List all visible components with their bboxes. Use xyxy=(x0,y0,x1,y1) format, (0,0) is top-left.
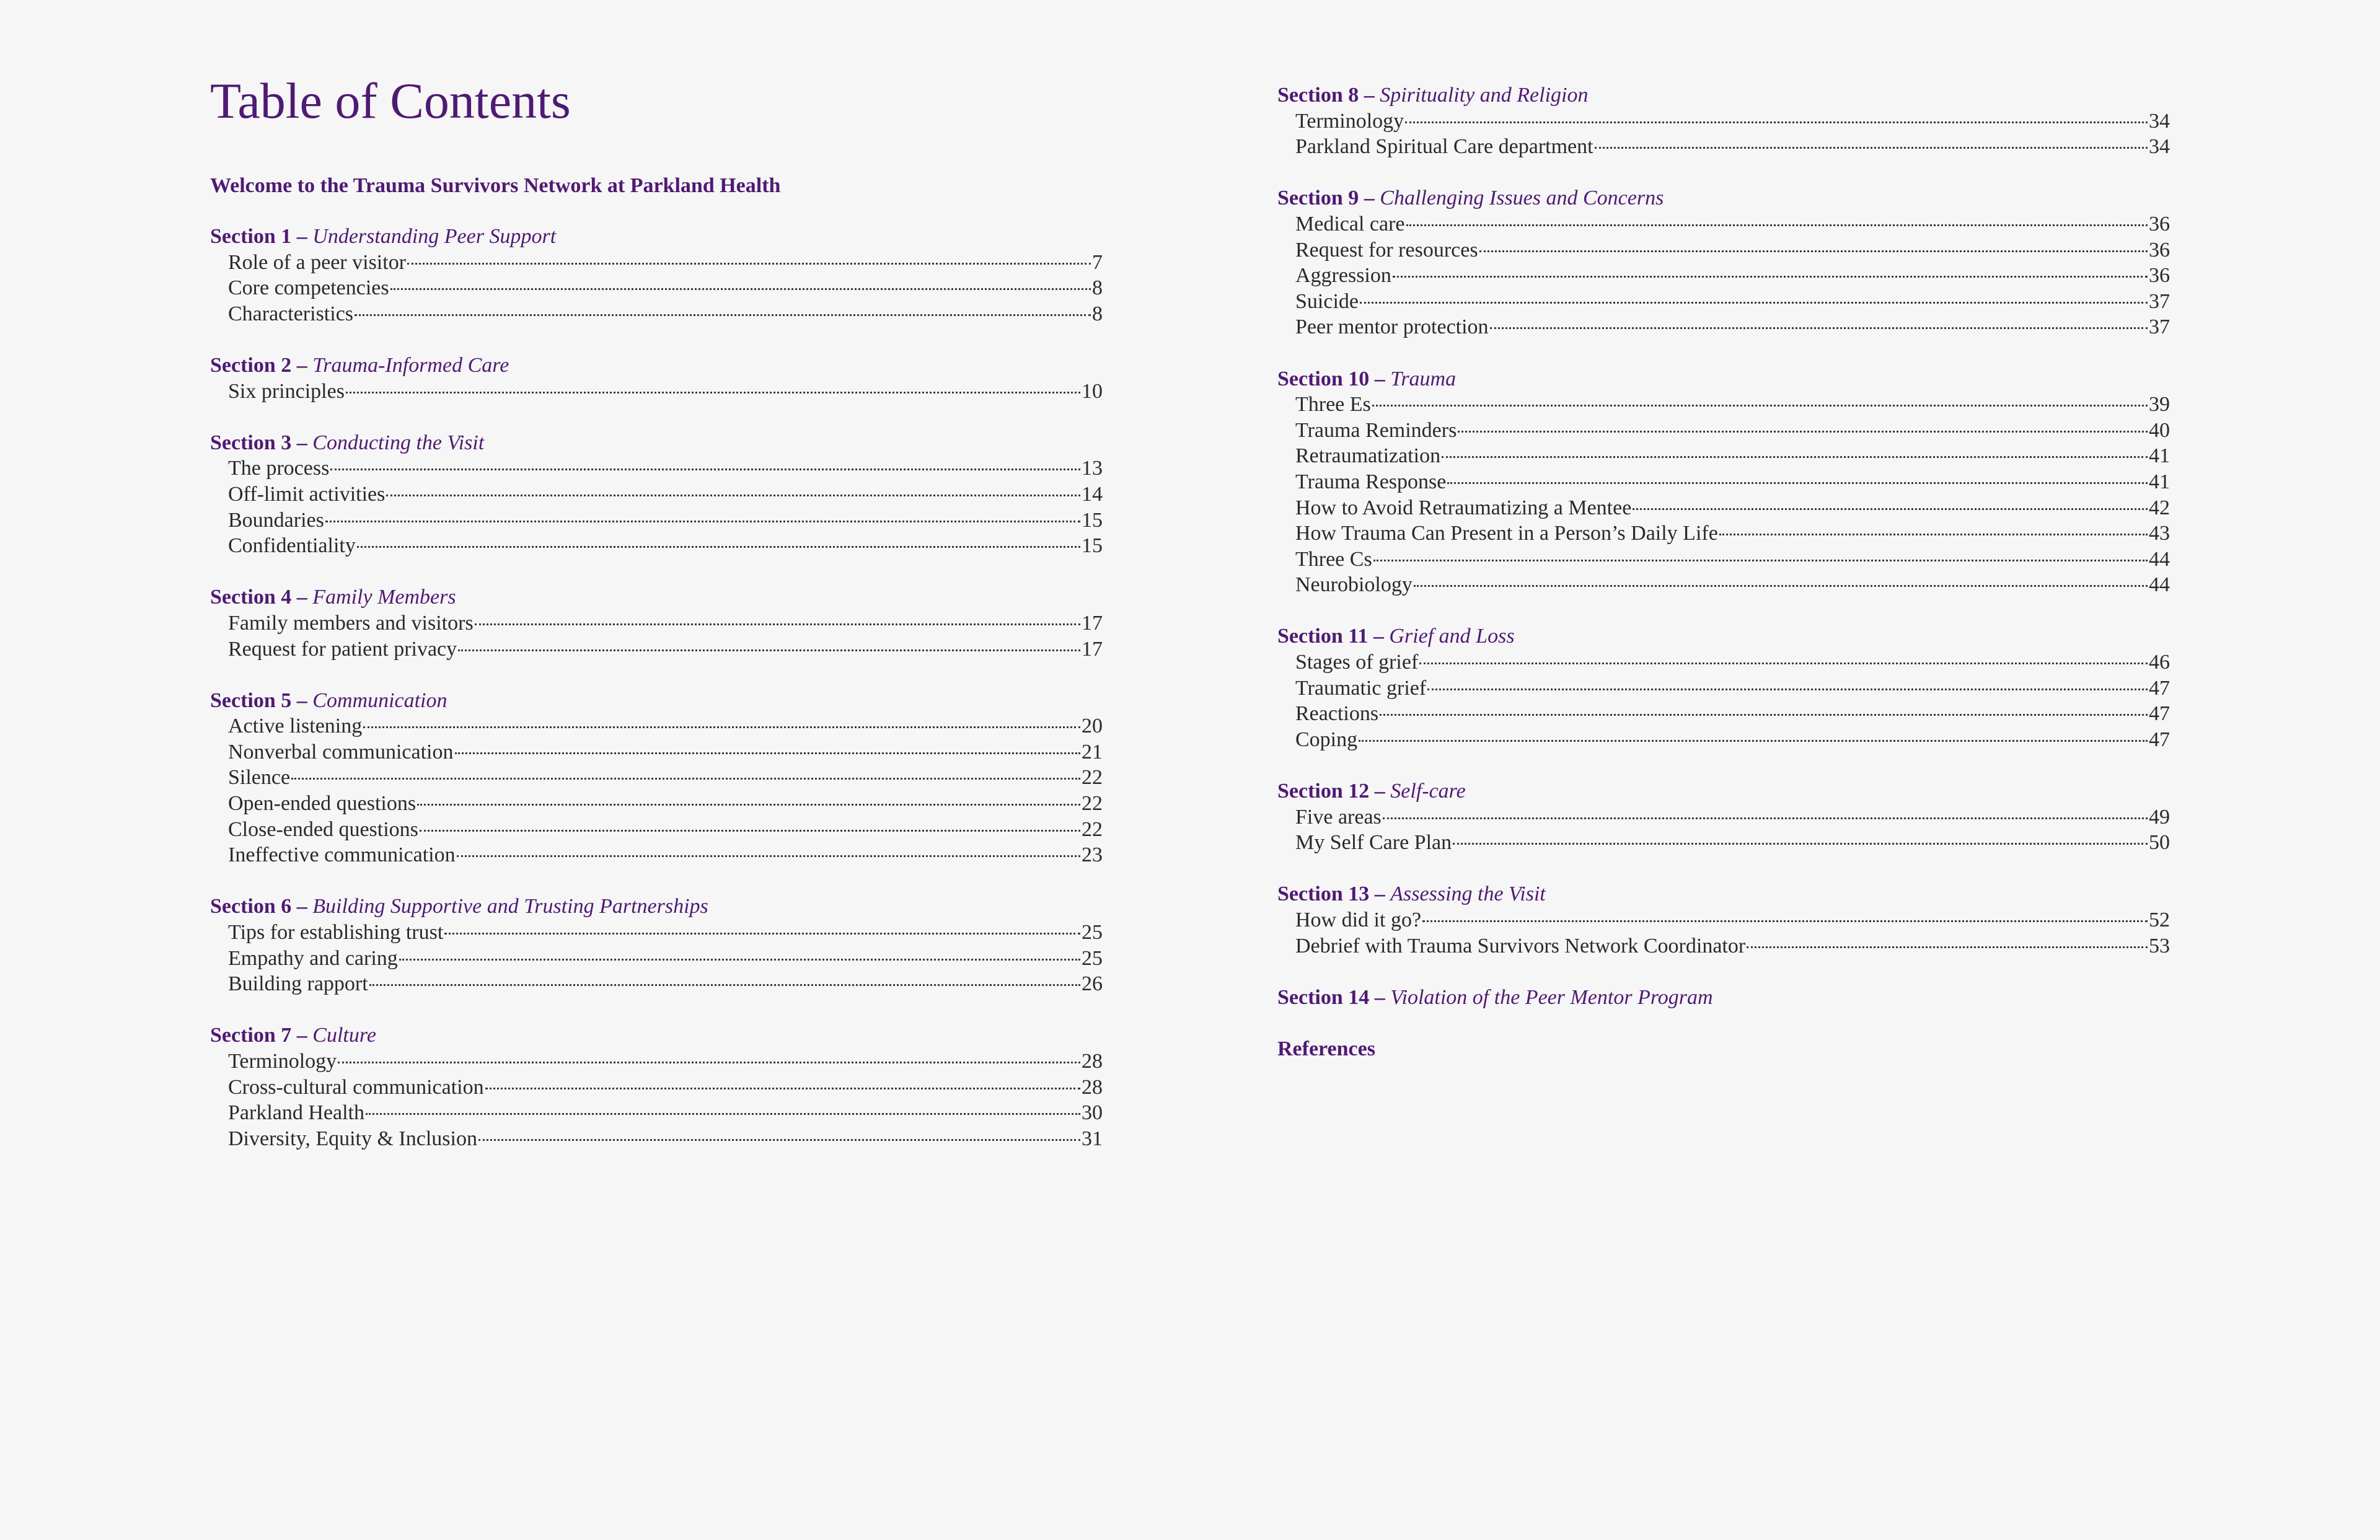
toc-entry-label: Suicide xyxy=(1295,289,1359,313)
dot-leader xyxy=(363,726,1080,728)
toc-entry-page-number: 53 xyxy=(2149,934,2170,957)
toc-entry[interactable] xyxy=(1277,289,2170,315)
toc-entry[interactable] xyxy=(210,1075,1103,1101)
toc-entry-label: Boundaries xyxy=(228,508,324,532)
section-gap xyxy=(210,559,1103,585)
section-gap xyxy=(210,404,1103,430)
section-number: Section 4 – xyxy=(210,586,313,609)
toc-entry-label: Peer mentor protection xyxy=(1295,315,1489,339)
toc-entry[interactable] xyxy=(210,713,1103,739)
toc-entry-page-number: 26 xyxy=(1082,972,1103,996)
dot-leader xyxy=(1633,508,2148,510)
section-gap xyxy=(1277,340,2170,366)
toc-entry-label: Off-limit activities xyxy=(228,482,386,506)
dot-leader xyxy=(1595,147,2148,149)
toc-entry-page-number: 17 xyxy=(1082,637,1103,661)
toc-entry[interactable] xyxy=(1277,727,2170,753)
section-gap xyxy=(210,662,1103,688)
toc-entry[interactable] xyxy=(210,250,1103,276)
dot-leader xyxy=(1442,456,2148,458)
toc-entry[interactable] xyxy=(1277,933,2170,959)
toc-entry-label: Debrief with Trauma Survivors Network Coordinator xyxy=(1295,934,1746,957)
toc-entry[interactable] xyxy=(210,791,1103,817)
dot-leader xyxy=(407,263,1091,265)
dot-leader xyxy=(1359,740,2148,742)
toc-entry-label: Empathy and caring xyxy=(228,946,398,970)
dot-leader xyxy=(455,752,1080,754)
toc-entry[interactable] xyxy=(210,610,1103,636)
toc-entry-label: Characteristics xyxy=(228,302,354,325)
dot-leader xyxy=(291,778,1080,780)
dot-leader xyxy=(346,392,1080,394)
welcome-heading[interactable]: Welcome to the Trauma Survivors Network at Parkland Health xyxy=(210,174,781,197)
section-title: Assessing the Visit xyxy=(1390,882,1546,906)
dot-leader xyxy=(1406,224,2148,226)
toc-entry-page-number: 23 xyxy=(1082,843,1103,867)
toc-entry-page-number: 47 xyxy=(2149,702,2170,726)
page-title: Table of Contents xyxy=(210,73,571,129)
toc-entry-page-number: 28 xyxy=(1082,1075,1103,1099)
toc-entry-page-number: 28 xyxy=(1082,1050,1103,1073)
dot-leader xyxy=(366,1113,1080,1115)
section-header[interactable] xyxy=(1277,881,2170,907)
toc-entry-page-number: 21 xyxy=(1082,740,1103,763)
section-number: References xyxy=(1277,1037,1375,1060)
toc-entry-label: Trauma Reminders xyxy=(1295,418,1457,442)
dot-leader xyxy=(1419,662,2148,664)
toc-entry-label: Close-ended questions xyxy=(228,817,418,841)
section-title: Family Members xyxy=(312,586,456,609)
toc-entry-label: The process xyxy=(228,457,330,480)
section-title: Building Supportive and Trusting Partnerships xyxy=(312,895,708,918)
toc-entry-page-number: 14 xyxy=(1082,482,1103,506)
toc-entry-page-number: 17 xyxy=(1082,611,1103,635)
toc-entry-page-number: 22 xyxy=(1082,817,1103,841)
toc-entry-label: Traumatic grief xyxy=(1295,676,1427,700)
section-title: Challenging Issues and Concerns xyxy=(1380,187,1664,210)
section-header[interactable] xyxy=(1277,82,2170,108)
toc-entry-label: Coping xyxy=(1295,728,1358,751)
toc-entry-page-number: 44 xyxy=(2149,547,2170,571)
section-number: Section 5 – xyxy=(210,689,313,712)
toc-entry-label: Retraumatization xyxy=(1295,444,1441,468)
section-header[interactable] xyxy=(210,1023,1103,1049)
toc-entry-label: Diversity, Equity & Inclusion xyxy=(228,1127,477,1150)
toc-entry[interactable] xyxy=(210,301,1103,327)
toc-entry[interactable] xyxy=(210,482,1103,508)
dot-leader xyxy=(475,623,1080,625)
toc-entry-label: Role of a peer visitor xyxy=(228,250,407,274)
toc-entry-label: Parkland Health xyxy=(228,1101,364,1125)
toc-entry[interactable] xyxy=(1277,469,2170,495)
section-header[interactable] xyxy=(1277,985,2170,1011)
toc-entry[interactable] xyxy=(1277,907,2170,933)
dot-leader xyxy=(485,1088,1080,1089)
toc-entry[interactable] xyxy=(1277,443,2170,469)
toc-entry-page-number: 52 xyxy=(2149,909,2170,931)
section-number: Section 8 – xyxy=(1277,84,1380,107)
section-number: Section 11 – xyxy=(1277,625,1390,648)
toc-entry-label: Nonverbal communication xyxy=(228,740,454,763)
toc-entry[interactable] xyxy=(210,1049,1103,1075)
dot-leader xyxy=(458,649,1080,651)
toc-entry-label: Six principles xyxy=(228,379,345,403)
dot-leader xyxy=(417,804,1080,806)
toc-entry[interactable] xyxy=(210,1100,1103,1126)
toc-entry-label: Tips for establishing trust xyxy=(228,921,444,944)
toc-entry[interactable] xyxy=(1277,211,2170,237)
dot-leader xyxy=(1393,276,2148,278)
toc-entry[interactable] xyxy=(1277,547,2170,573)
toc-entry-page-number: 46 xyxy=(2149,651,2170,674)
toc-entry-label: Aggression xyxy=(1295,264,1391,288)
toc-entry-label: Request for patient privacy xyxy=(228,637,457,661)
section-gap xyxy=(1277,856,2170,882)
dot-leader xyxy=(1490,327,2148,329)
toc-entry-page-number: 37 xyxy=(2149,289,2170,313)
left-sections xyxy=(210,224,1103,1151)
section-title: Trauma xyxy=(1390,367,1457,390)
toc-entry[interactable] xyxy=(210,946,1103,972)
section-number: Section 2 – xyxy=(210,353,313,377)
toc-entry[interactable] xyxy=(210,1126,1103,1152)
section-gap xyxy=(210,868,1103,894)
section-number: Section 7 – xyxy=(210,1024,313,1047)
section-number: Section 12 – xyxy=(1277,780,1391,803)
toc-entry[interactable] xyxy=(1277,108,2170,134)
dot-leader xyxy=(386,495,1080,496)
toc-entry-label: Open-ended questions xyxy=(228,792,416,816)
toc-entry-label: Three Es xyxy=(1295,393,1371,416)
dot-leader xyxy=(1427,689,2148,690)
toc-entry[interactable] xyxy=(1277,263,2170,289)
toc-entry-label: Neurobiology xyxy=(1295,573,1413,597)
toc-entry[interactable] xyxy=(210,455,1103,482)
toc-entry-label: Medical care xyxy=(1295,212,1405,235)
toc-entry-label: Confidentiality xyxy=(228,534,356,558)
section-title: Trauma-Informed Care xyxy=(312,353,509,377)
toc-entry-label: Building rapport xyxy=(228,972,368,996)
section-title: Self-care xyxy=(1390,780,1466,803)
section-header[interactable] xyxy=(1277,623,2170,649)
toc-entry-page-number: 49 xyxy=(2149,805,2170,829)
section-header[interactable] xyxy=(1277,778,2170,804)
toc-entry-label: Active listening xyxy=(228,715,363,738)
dot-leader xyxy=(1372,405,2148,407)
toc-entry-label: How to Avoid Retraumatizing a Mentee xyxy=(1295,496,1632,519)
toc-entry[interactable] xyxy=(210,636,1103,662)
toc-entry-page-number: 39 xyxy=(2149,393,2170,416)
toc-entry-page-number: 36 xyxy=(2149,238,2170,262)
toc-entry[interactable] xyxy=(210,533,1103,559)
dot-leader xyxy=(1380,714,2148,716)
dot-leader xyxy=(1383,817,2148,819)
dot-leader xyxy=(1719,534,2148,535)
toc-entry[interactable] xyxy=(1277,418,2170,444)
section-gap xyxy=(1277,1010,2170,1036)
toc-entry-page-number: 41 xyxy=(2149,444,2170,468)
dot-leader xyxy=(399,959,1080,961)
dot-leader xyxy=(369,984,1080,986)
toc-entry-page-number: 42 xyxy=(2149,496,2170,519)
toc-entry[interactable] xyxy=(210,920,1103,946)
toc-entry-page-number: 8 xyxy=(1092,302,1103,325)
toc-entry-page-number: 13 xyxy=(1082,457,1103,480)
section-gap xyxy=(1277,752,2170,778)
toc-entry-page-number: 37 xyxy=(2149,315,2170,339)
toc-entry[interactable] xyxy=(1277,521,2170,547)
dot-leader xyxy=(1747,946,2148,948)
toc-entry-page-number: 50 xyxy=(2149,831,2170,855)
toc-entry[interactable] xyxy=(1277,701,2170,727)
section-title: Violation of the Peer Mentor Program xyxy=(1390,985,1713,1009)
toc-entry-page-number: 41 xyxy=(2149,470,2170,493)
section-title: Spirituality and Religion xyxy=(1380,84,1589,107)
toc-entry-label: Core competencies xyxy=(228,276,389,300)
toc-entry-page-number: 44 xyxy=(2149,573,2170,597)
toc-entry-page-number: 25 xyxy=(1082,921,1103,944)
section-number: Section 13 – xyxy=(1277,882,1391,906)
section-header[interactable] xyxy=(210,224,1103,250)
toc-entry[interactable] xyxy=(1277,495,2170,521)
dot-leader xyxy=(390,288,1091,290)
section-title: Conducting the Visit xyxy=(312,431,485,454)
section-gap xyxy=(1277,959,2170,985)
section-title: Culture xyxy=(312,1024,376,1047)
dot-leader xyxy=(1373,560,2148,561)
toc-entry-label: Reactions xyxy=(1295,702,1379,726)
section-gap xyxy=(1277,160,2170,186)
toc-entry-label: Parkland Spiritual Care department xyxy=(1295,135,1593,159)
section-header[interactable] xyxy=(210,353,1103,379)
section-header[interactable] xyxy=(210,430,1103,456)
dot-leader xyxy=(1453,843,2148,845)
toc-entry-page-number: 20 xyxy=(1082,715,1103,738)
toc-entry[interactable] xyxy=(1277,804,2170,830)
section-number: Section 3 – xyxy=(210,431,313,454)
toc-entry-label: Three Cs xyxy=(1295,547,1372,571)
toc-entry[interactable] xyxy=(1277,830,2170,856)
toc-entry-label: Terminology xyxy=(228,1050,337,1073)
section-gap xyxy=(210,997,1103,1023)
toc-entry-page-number: 47 xyxy=(2149,676,2170,700)
section-header[interactable] xyxy=(1277,366,2170,392)
toc-entry[interactable] xyxy=(1277,237,2170,263)
toc-entry-label: Terminology xyxy=(1295,109,1404,133)
dot-leader xyxy=(338,1062,1080,1063)
section-title: Understanding Peer Support xyxy=(312,225,557,248)
toc-entry[interactable] xyxy=(210,971,1103,997)
toc-entry-page-number: 34 xyxy=(2149,109,2170,133)
dot-leader xyxy=(1479,250,2148,252)
toc-entry-page-number: 43 xyxy=(2149,522,2170,545)
toc-entry-page-number: 40 xyxy=(2149,418,2170,442)
section-header[interactable] xyxy=(210,584,1103,610)
toc-entry-page-number: 15 xyxy=(1082,534,1103,558)
section-header[interactable] xyxy=(1277,185,2170,211)
toc-entry-label: Request for resources xyxy=(1295,238,1478,262)
toc-entry-page-number: 22 xyxy=(1082,792,1103,816)
toc-entry-label: How did it go? xyxy=(1295,909,1422,931)
section-header[interactable] xyxy=(210,688,1103,714)
toc-entry-page-number: 31 xyxy=(1082,1127,1103,1150)
toc-entry[interactable] xyxy=(1277,314,2170,340)
toc-entry-label: My Self Care Plan xyxy=(1295,831,1452,855)
toc-entry[interactable] xyxy=(210,765,1103,791)
dot-leader xyxy=(1360,302,2148,304)
toc-entry[interactable] xyxy=(210,842,1103,868)
dot-leader xyxy=(325,521,1080,522)
toc-entry-label: How Trauma Can Present in a Person’s Daily Life xyxy=(1295,522,1718,545)
toc-entry[interactable] xyxy=(210,508,1103,534)
toc-entry-page-number: 22 xyxy=(1082,766,1103,790)
dot-leader xyxy=(420,830,1080,832)
dot-leader xyxy=(357,546,1080,548)
toc-entry[interactable] xyxy=(1277,392,2170,418)
toc-entry-page-number: 34 xyxy=(2149,135,2170,159)
right-sections xyxy=(1277,82,2170,1062)
section-number: Section 1 – xyxy=(210,225,313,248)
section-number: Section 9 – xyxy=(1277,187,1380,210)
toc-entry[interactable] xyxy=(210,739,1103,765)
toc-entry-label: Cross-cultural communication xyxy=(228,1075,484,1099)
dot-leader xyxy=(1422,920,2148,922)
toc-entry[interactable] xyxy=(1277,649,2170,675)
dot-leader xyxy=(457,855,1080,857)
toc-entry-page-number: 25 xyxy=(1082,946,1103,970)
section-number: Section 14 – xyxy=(1277,985,1391,1009)
toc-entry[interactable] xyxy=(1277,572,2170,598)
toc-entry[interactable] xyxy=(210,275,1103,301)
section-title: Grief and Loss xyxy=(1389,625,1515,648)
section-gap xyxy=(210,327,1103,353)
dot-leader xyxy=(330,469,1080,470)
section-number: Section 10 – xyxy=(1277,367,1391,390)
toc-entry-label: Ineffective communication xyxy=(228,843,456,867)
dot-leader xyxy=(444,933,1080,935)
toc-entry-label: Stages of grief xyxy=(1295,651,1419,674)
section-gap xyxy=(1277,598,2170,624)
dot-leader xyxy=(478,1139,1080,1141)
section-number: Section 6 – xyxy=(210,895,313,918)
toc-entry-label: Silence xyxy=(228,766,291,790)
toc-entry-page-number: 36 xyxy=(2149,264,2170,288)
toc-entry[interactable] xyxy=(1277,675,2170,702)
toc-entry-page-number: 15 xyxy=(1082,508,1103,532)
section-header[interactable] xyxy=(1277,1036,2170,1062)
section-title: Communication xyxy=(312,689,447,712)
section-header[interactable] xyxy=(210,894,1103,920)
dot-leader xyxy=(1447,482,2148,484)
dot-leader xyxy=(1458,431,2148,433)
dot-leader xyxy=(1405,121,2148,123)
toc-entry[interactable] xyxy=(1277,134,2170,160)
toc-entry-page-number: 10 xyxy=(1082,379,1103,403)
toc-entry-page-number: 8 xyxy=(1092,276,1103,300)
toc-entry[interactable] xyxy=(210,379,1103,405)
dot-leader xyxy=(355,314,1091,316)
dot-leader xyxy=(1414,585,2148,587)
toc-entry-page-number: 30 xyxy=(1082,1101,1103,1125)
toc-entry-label: Five areas xyxy=(1295,805,1382,829)
toc-entry-label: Trauma Response xyxy=(1295,470,1447,493)
toc-entry[interactable] xyxy=(210,817,1103,843)
toc-entry-page-number: 36 xyxy=(2149,212,2170,235)
toc-entry-page-number: 7 xyxy=(1092,250,1103,274)
toc-entry-page-number: 47 xyxy=(2149,728,2170,751)
toc-entry-label: Family members and visitors xyxy=(228,611,474,635)
